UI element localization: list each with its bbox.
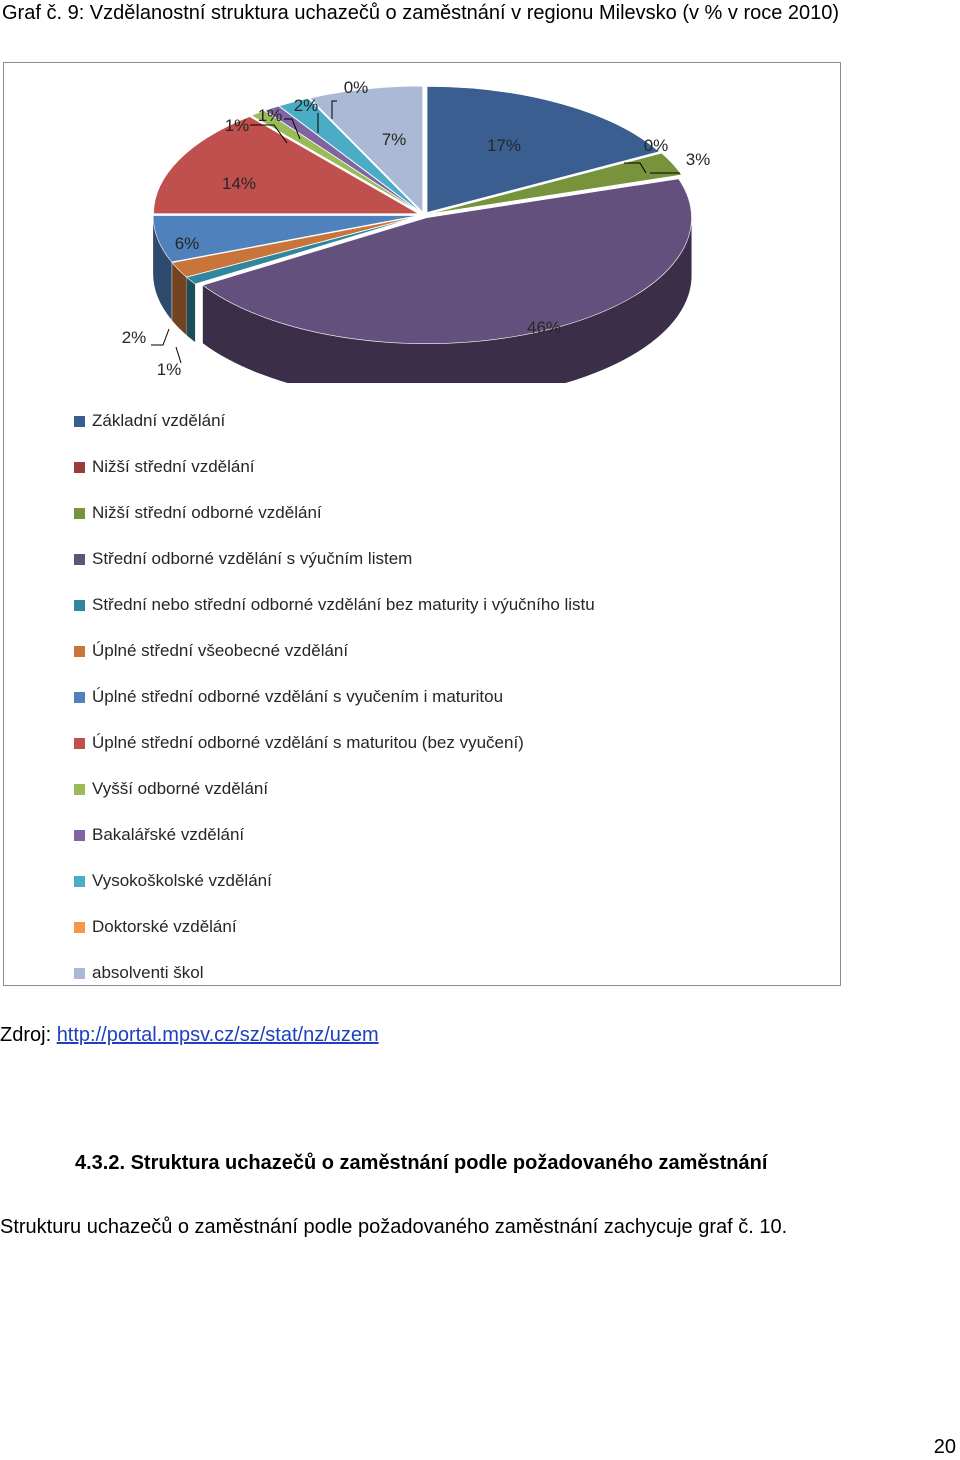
legend-swatch (74, 508, 85, 519)
data-label-2: 3% (685, 150, 711, 169)
chart-area (3, 62, 841, 986)
legend-item (74, 766, 595, 812)
section-heading: 4.3.2. Struktura uchazečů o zaměstnání podle požadovaného zaměstnání (75, 1152, 768, 1174)
data-label-0: 17% (486, 136, 522, 155)
legend-swatch (74, 922, 85, 933)
legend-label: Doktorské vzdělání (92, 917, 237, 936)
legend-item (74, 536, 595, 582)
legend-swatch (74, 646, 85, 657)
data-label-8: 1% (224, 116, 250, 135)
legend-item (74, 582, 595, 628)
legend-item (74, 858, 595, 904)
legend-swatch (74, 968, 85, 979)
legend-item (74, 720, 595, 766)
legend-label: absolventi škol (92, 963, 204, 982)
legend-swatch (74, 600, 85, 611)
legend-label: Základní vzdělání (92, 411, 226, 430)
legend-swatch (74, 784, 85, 795)
legend-swatch (74, 462, 85, 473)
legend-swatch (74, 554, 85, 565)
legend-swatch (74, 416, 85, 427)
legend-label: Úplné střední všeobecné vzdělání (92, 641, 349, 660)
legend-item (74, 904, 595, 950)
source-note (0, 1024, 379, 1047)
body-paragraph: Strukturu uchazečů o zaměstnání podle požadovaného zaměstnání zachycuje graf č. 10. (0, 1216, 788, 1238)
data-label-11: 0% (343, 78, 369, 97)
data-label-5: 2% (121, 328, 147, 347)
data-label-6: 6% (174, 234, 200, 253)
data-label-4: 1% (156, 360, 182, 379)
legend-label: Střední nebo střední odborné vzdělání bez maturity i výučního listu (92, 595, 595, 614)
legend-label: Vysokoškolské vzdělání (92, 871, 272, 890)
data-label-3: 46% (526, 318, 562, 337)
legend-swatch (74, 830, 85, 841)
legend-swatch (74, 876, 85, 887)
legend-label: Střední odborné vzdělání s výučním listem (92, 549, 413, 568)
chart-legend (74, 398, 595, 996)
legend-swatch (74, 692, 85, 703)
data-label-1: 0% (643, 136, 669, 155)
legend-item (74, 674, 595, 720)
pie-chart (4, 63, 840, 383)
source-label: Zdroj: (0, 1024, 57, 1046)
legend-label: Bakalářské vzdělání (92, 825, 245, 844)
legend-swatch (74, 738, 85, 749)
data-label-9: 1% (257, 106, 283, 125)
data-label-12: 7% (381, 130, 407, 149)
legend-item (74, 398, 595, 444)
data-label-10: 2% (293, 96, 319, 115)
legend-item (74, 812, 595, 858)
legend-item (74, 628, 595, 674)
page-number: 20 (933, 1436, 956, 1458)
pie-slice-side-4 (187, 277, 195, 342)
data-label-7: 14% (221, 174, 257, 193)
legend-label: Nižší střední odborné vzdělání (92, 503, 322, 522)
legend-label: Úplné střední odborné vzdělání s vyučením i maturitou (92, 687, 504, 706)
figure-caption: Graf č. 9: Vzdělanostní struktura uchazečů o zaměstnání v regionu Milevsko (v % v roce 2010) (2, 2, 840, 24)
legend-item (74, 490, 595, 536)
legend-label: Vyšší odborné vzdělání (92, 779, 269, 798)
source-link[interactable]: http://portal.mpsv.cz/sz/stat/nz/uzem (56, 1024, 379, 1046)
legend-label: Úplné střední odborné vzdělání s maturitou (bez vyučení) (92, 733, 524, 752)
leader-line-5 (151, 329, 169, 345)
legend-label: Nižší střední vzdělání (92, 457, 255, 476)
legend-item (74, 950, 595, 996)
legend-item (74, 444, 595, 490)
